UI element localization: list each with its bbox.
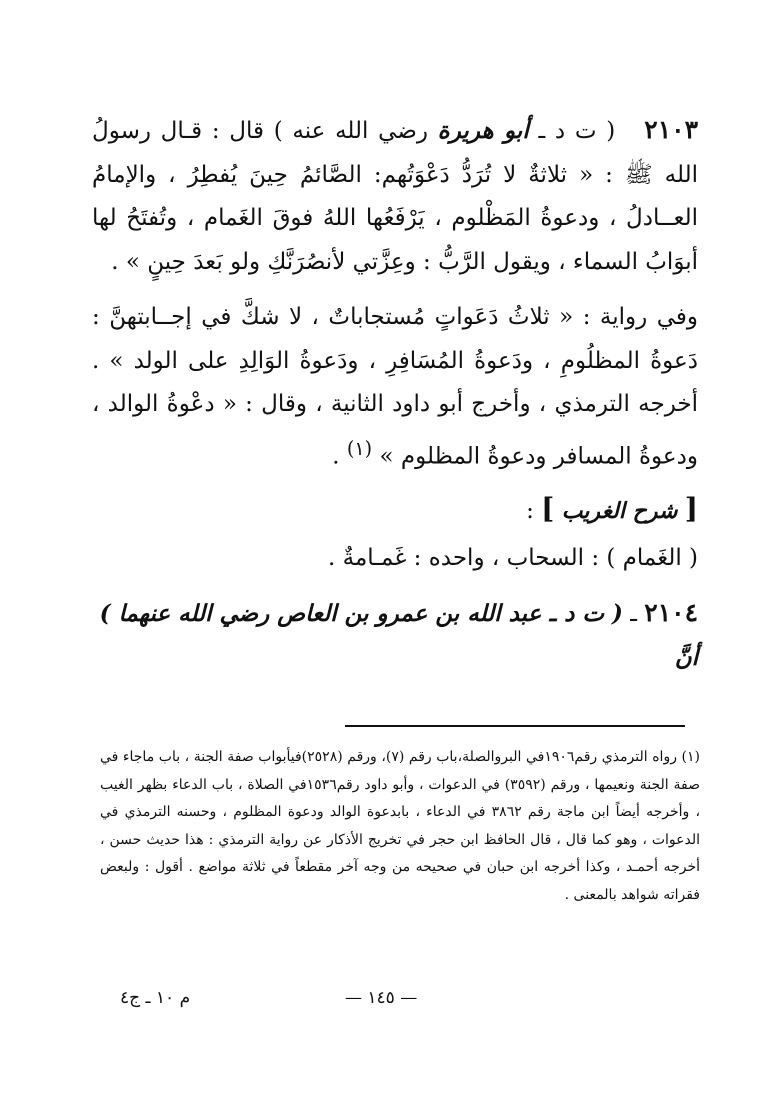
gharib-close-bracket: ] [541, 491, 555, 525]
hadith-source-close: رضي الله عنه ) قال : قـال رسولُ الله ﷺ : [92, 118, 699, 188]
hadith-2104-dash: ـ [630, 600, 637, 627]
riwaya-paragraph [92, 296, 698, 479]
hadith-2104 [92, 591, 698, 681]
page-number: — ١٤٥ — [345, 988, 418, 1008]
hadith-2104-number: ٢١٠٤ [644, 597, 698, 627]
signature-mark: م ١٠ ـ ج٤ [120, 988, 191, 1008]
riwaya-text: وفي رواية : « ثلاثُ دَعَواتٍ مُستجاباتٌ ، لا شكَّ في إجــابتهنَّ : دَعوةُ المظلُومِ ، ودَعوةُ المُسَافِرِ ، ودَعوةُ الوَالِدِ على الولد » . أخرجه الترمذي ، وأخرج أبو داود الثانية ، وقال : « دعْوةُ الوالد ، ودعوةُ المسافر ودعوةُ المظلوم » [92, 304, 698, 470]
hadith-narrator: أبو هريرة [437, 117, 529, 144]
gharib-colon: : [526, 497, 534, 524]
hadith-source-open: ( ت د ـ [538, 118, 616, 144]
hadith-number: ٢١٠٣ [644, 115, 699, 144]
gharib-heading [92, 487, 698, 534]
footnote-divider [345, 725, 685, 727]
hadith-2104-source: ( ت د ـ عبد الله بن عمرو بن العاص رضي الله عنهما ) أنَّ [99, 599, 698, 672]
gharib-title: شرح الغريب [561, 497, 678, 524]
gharib-open-bracket: [ [684, 491, 698, 525]
footnote-ref: (١) [346, 436, 373, 460]
riwaya-end: . [332, 443, 340, 470]
gharib-gloss: ( الغَمام ) : السحاب ، واحده : غَمـامةٌ . [328, 545, 698, 572]
main-text [92, 108, 698, 681]
hadith-2103 [92, 108, 698, 284]
hadith-text: « ثلاثةٌ لا تُرَدُّ دَعْوَتُهم: الصَّائمُ حِينَ يُفطِرُ ، والإمامُ العــادلُ ، ودعوةُ المَظْلوم ، يَرْفَعُها اللهُ فوقَ الغَمام ، وتُفتَحُ لها أبوَابُ السماء ، ويقول الرَّبُّ : وعِزَّتي لأنصُرَنَّكِ ولو بَعدَ حِينٍ » . [92, 161, 698, 275]
footnote: (١) رواه الترمذي رقم١٩٠٦في البروالصلة،باب رقم (٧)، ورقم (٢٥٢٨)فيأبواب صفة الجنة ، باب ماجاء في صفة الجنة ونعيمها ، ورقم (٣٥٩٢) في الدعوات ، وأبو داود رقم١٥٣٦في الصلاة ، باب الدعاء بظهر الغيب ، وأخرجه أيضاً ابن ماجة رقم ٣٨٦٢ في الدعاء ، بابدعوة الوالد ودعوة المظلوم ، وحسنه الترمذي في الدعوات ، وهو كما قال ، قال الحافظ ابن حجر في تخريج الأذكار عن رواية الترمذي : هذا حديث حسن ، أخرجه أحمـد ، وكذا أخرجه ابن حبان في صحيحه من وجه آخر مقطعاً في ثلاثة مواضع . أقول : ولبعض فقراته شواهد بالمعنى . [100, 749, 701, 903]
